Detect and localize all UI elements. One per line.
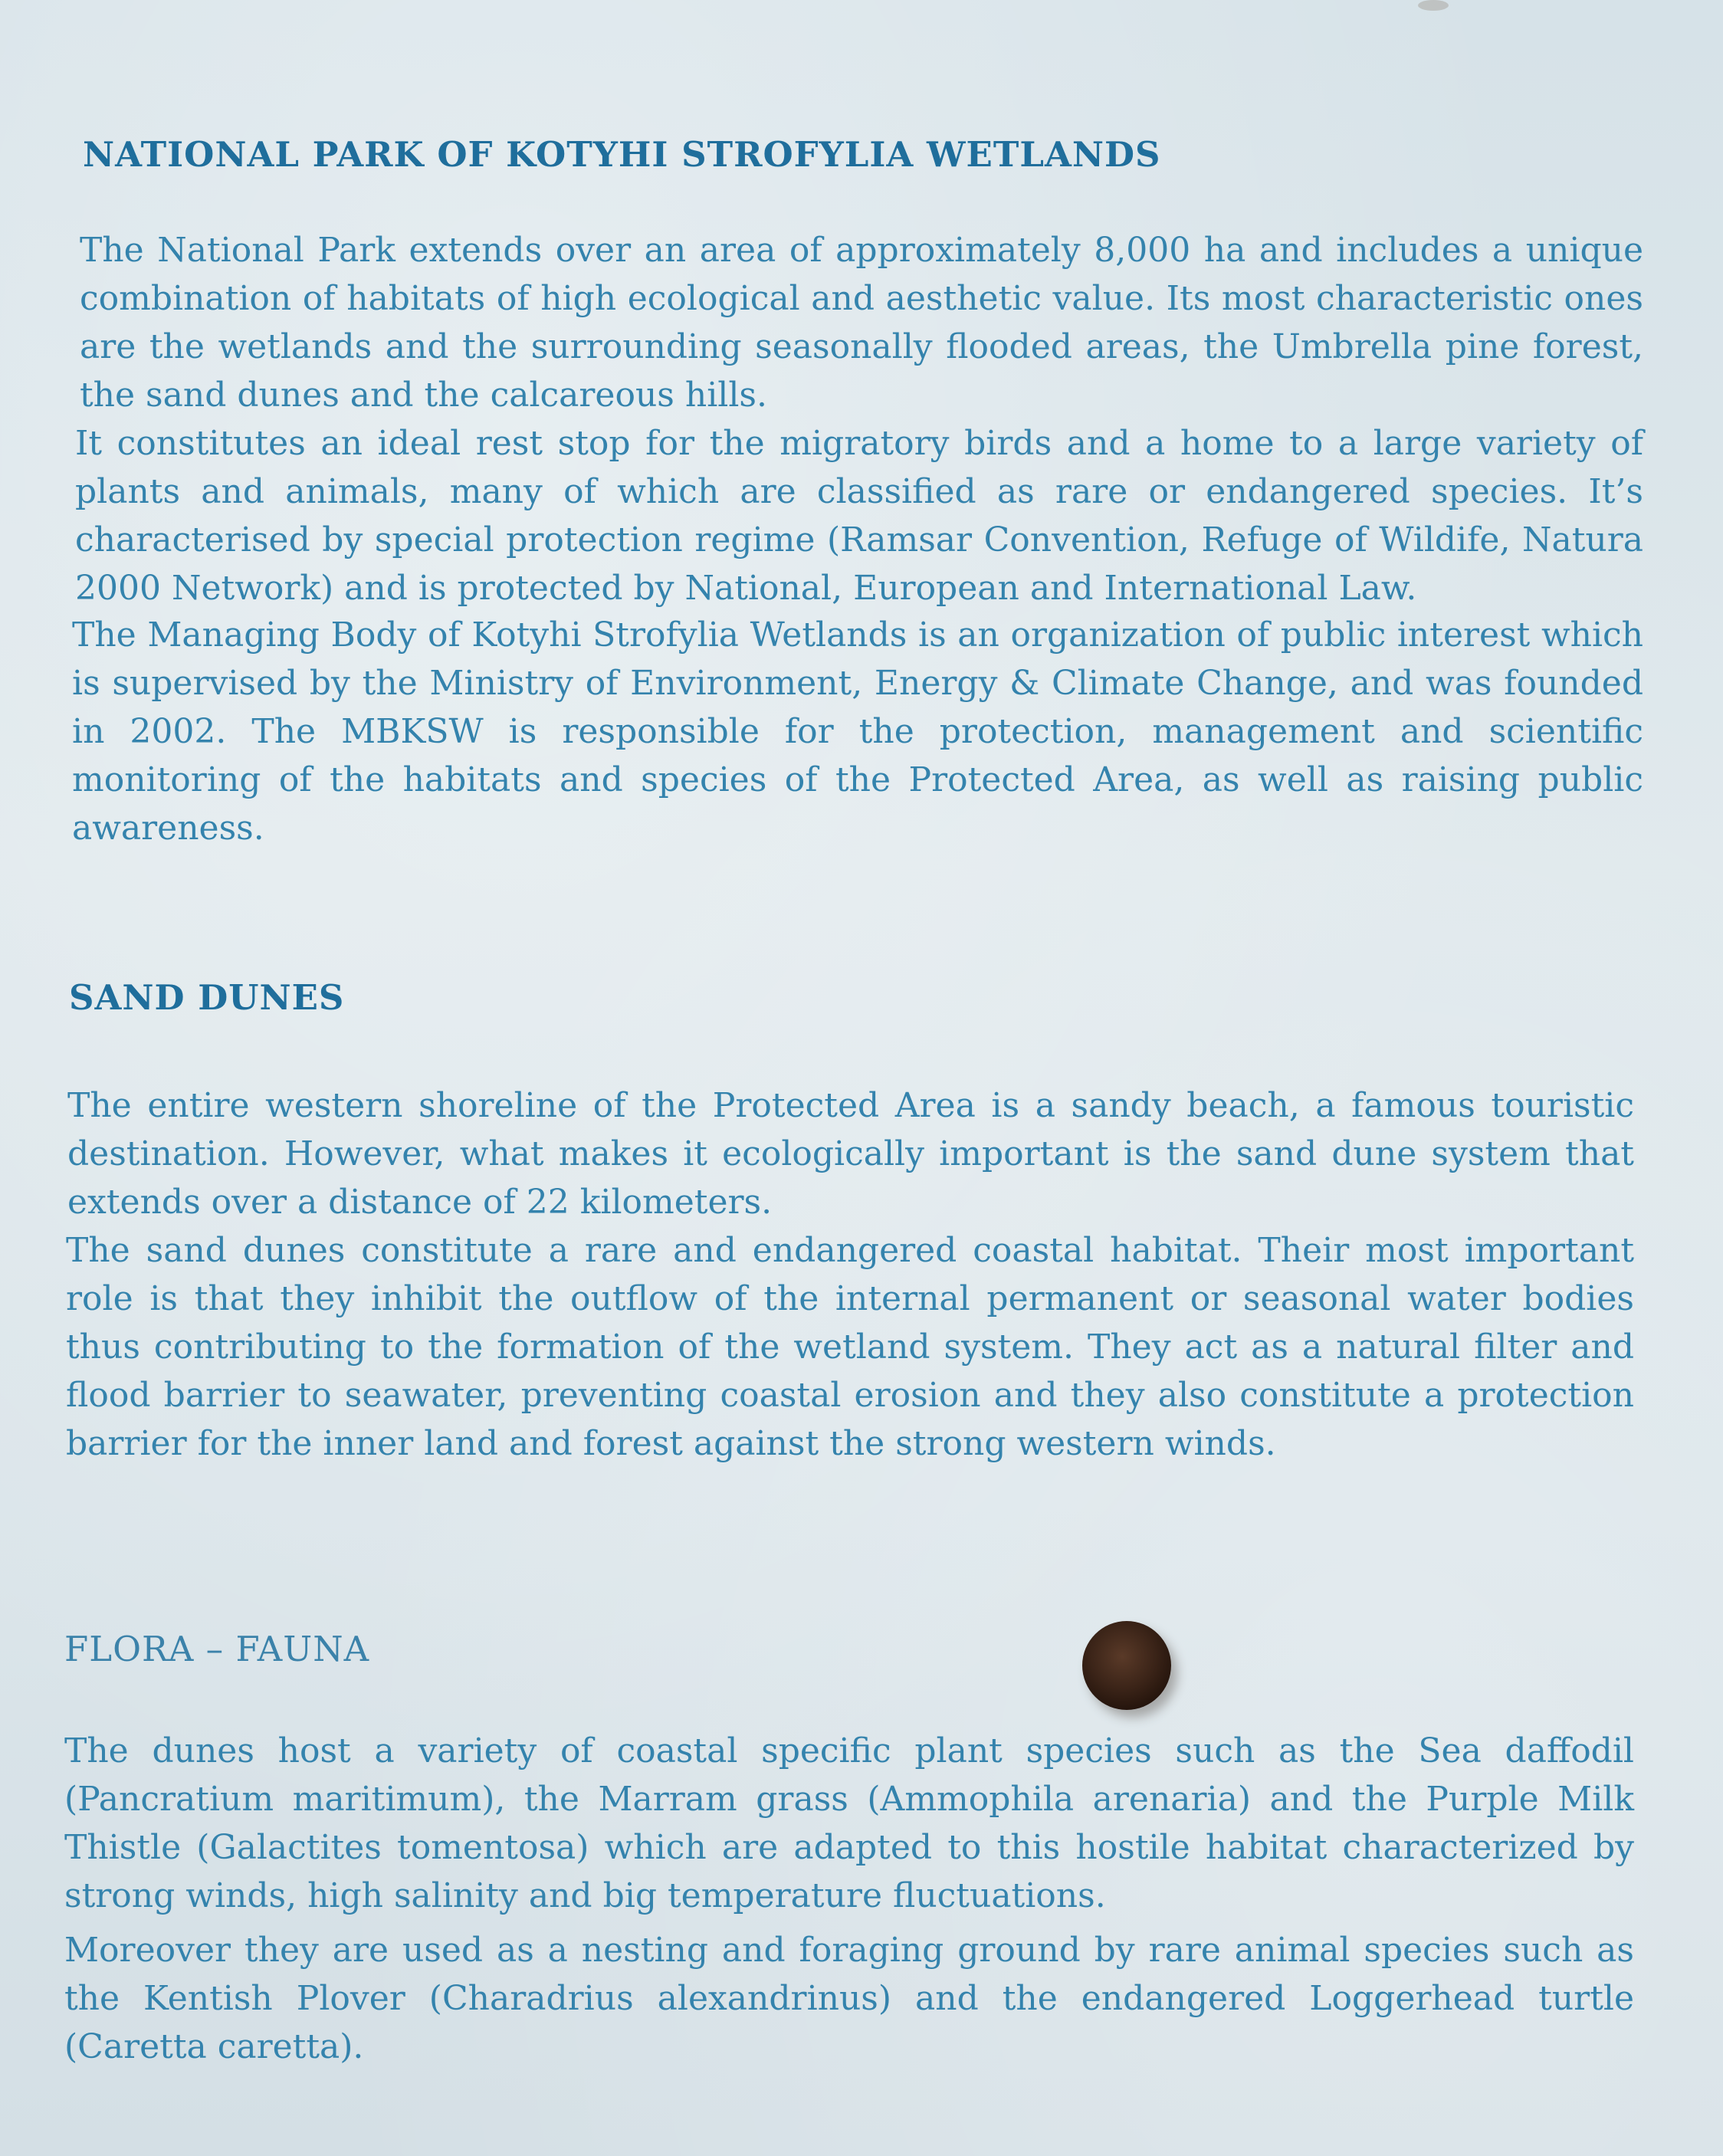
paragraph-dune-role: The sand dunes constitute a rare and endangered coastal habitat. Their most important role is that they inhibit the outflow of the internal permanent or seasonal water bodies thus contributing to the formation of the wetland system. They act as a natural filter and flood barrier to seawater, preventing coastal erosion and they also constitute a protection barrier for the inner land and forest against the strong western winds.: [66, 1231, 1634, 1463]
section-heading-flora-fauna: FLORA – FAUNA: [64, 1629, 370, 1669]
paragraph-shoreline: The entire western shoreline of the Protected Area is a sandy beach, a famous touristic destination. However, what makes it ecologically important is the sand dune system that extends over a distance of 22 kilometers.: [67, 1086, 1634, 1222]
paragraph-managing-body: The Managing Body of Kotyhi Strofylia Wetlands is an organization of public interest which is supervised by the Ministry of Environment, Energy & Climate Change, and was founded in 2002. The MBKSW is responsible for the protection, management and scientific monitoring of the habitats and species of the Protected Area, as well as raising public awareness.: [72, 615, 1643, 848]
section-heading-sand-dunes: SAND DUNES: [69, 977, 345, 1018]
paragraph-park-protection: It constitutes an ideal rest stop for the migratory birds and a home to a large variety of plants and animals, many of which are classified as rare or endangered species. It’s characterised by special protection regime (Ramsar Convention, Refuge of Wildife, Natura 2000 Network) and is protected by National, European and International Law.: [75, 424, 1643, 608]
paragraph-park-overview: The National Park extends over an area of approximately 8,000 ha and includes a unique combination of habitats of high ecological and aesthetic value. Its most characteristic ones are the wetlands and the surrounding seasonally flooded areas, the Umbrella pine forest, the sand dunes and the calcareous hills.: [80, 231, 1643, 415]
mounting-bolt-icon: [1082, 1621, 1171, 1710]
rust-stain: [1418, 0, 1449, 11]
section-heading-national-park: NATIONAL PARK OF KOTYHI STROFYLIA WETLANDS: [83, 134, 1161, 175]
paragraph-flora: The dunes host a variety of coastal specific plant species such as the Sea daffodil (Pancratium maritimum), the Marram grass (Ammophila arenaria) and the Purple Milk Thistle (Galactites tomentosa) which are adapted to this hostile habitat characterized by strong winds, high salinity and big temperature fluctuations.: [64, 1731, 1634, 1915]
paragraph-fauna: Moreover they are used as a nesting and foraging ground by rare animal species such as the Kentish Plover (Charadrius alexandrinus) and the endangered Loggerhead turtle (Caretta caretta).: [64, 1931, 1634, 2066]
